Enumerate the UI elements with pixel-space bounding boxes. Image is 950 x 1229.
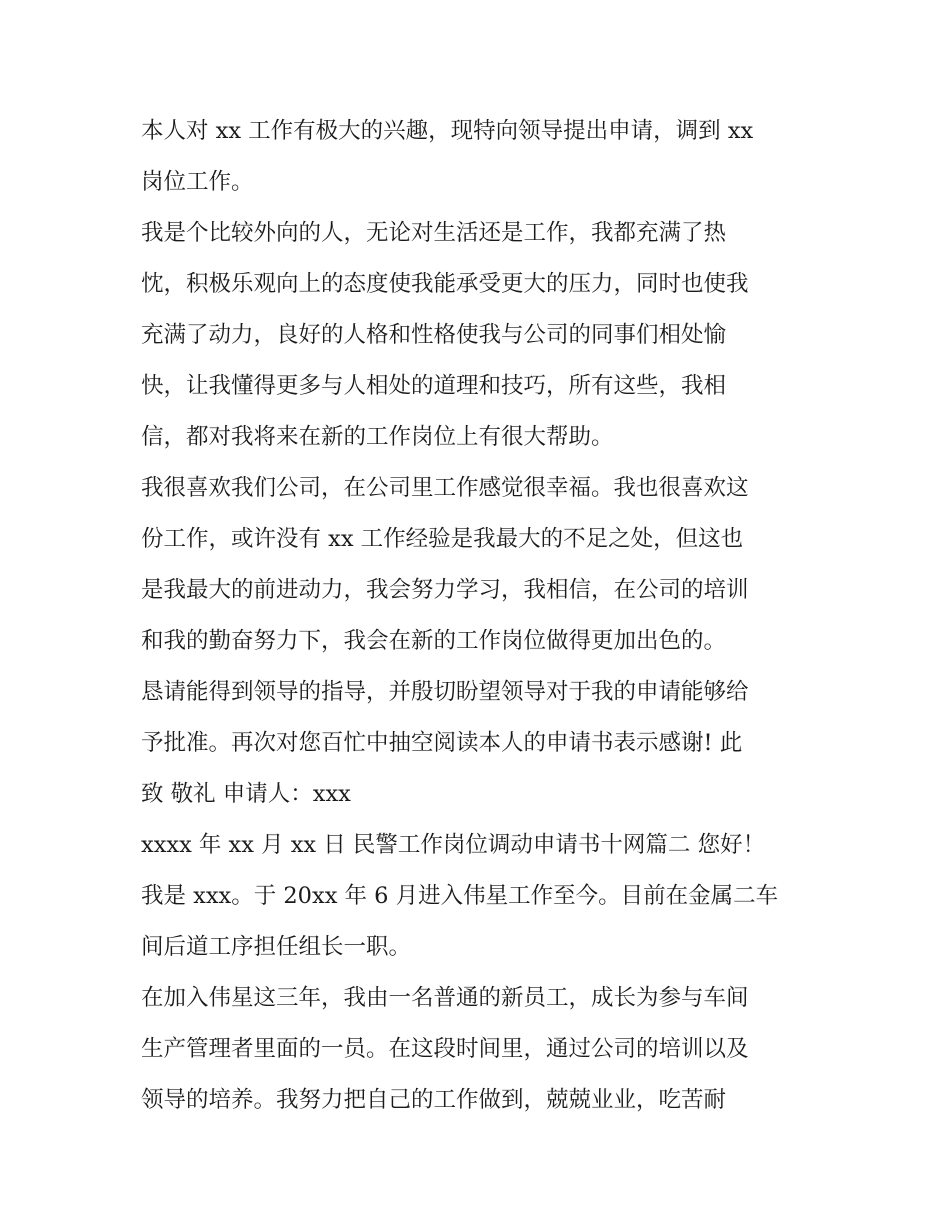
text-line: xxxx 年 xx 月 xx 日 民警工作岗位调动申请书十网篇二 您好！	[141, 832, 766, 858]
text-line: 在加入伟星这三年，我由一名普通的新员工，成长为参与车间	[141, 985, 749, 1011]
text-line: 生产管理者里面的一员。在这段时间里，通过公司的培训以及	[141, 1036, 749, 1062]
text-line: 恳请能得到领导的指导，并殷切盼望领导对于我的申请能够给	[141, 679, 749, 705]
text-line: 和我的勤奋努力下，我会在新的工作岗位做得更加出色的。	[141, 628, 727, 654]
document-body	[141, 106, 821, 1126]
text-line: 快，让我懂得更多与人相处的道理和技巧，所有这些，我相	[141, 373, 727, 399]
text-line: 岗位工作。	[141, 169, 254, 195]
text-line: 领导的培养。我努力把自己的工作做到，兢兢业业，吃苦耐	[141, 1087, 727, 1113]
text-line: 予批准。再次对您百忙中抽空阅读本人的申请书表示感谢! 此	[141, 730, 743, 756]
text-line: 我是个比较外向的人，无论对生活还是工作，我都充满了热	[141, 220, 727, 246]
text-line: 份工作，或许没有 xx 工作经验是我最大的不足之处，但这也	[141, 526, 744, 552]
text-line: 我是 xxx。于 20xx 年 6 月进入伟星工作至今。目前在金属二车	[141, 883, 779, 909]
text-line: 间后道工序担任组长一职。	[141, 934, 412, 960]
text-line: 信，都对我将来在新的工作岗位上有很大帮助。	[141, 424, 614, 450]
text-line: 充满了动力，良好的人格和性格使我与公司的同事们相处愉	[141, 322, 727, 348]
text-line: 是我最大的前进动力，我会努力学习，我相信，在公司的培训	[141, 577, 749, 603]
text-line: 我很喜欢我们公司，在公司里工作感觉很幸福。我也很喜欢这	[141, 475, 749, 501]
text-line: 本人对 xx 工作有极大的兴趣，现特向领导提出申请，调到 xx	[141, 118, 754, 144]
text-line: 忱，积极乐观向上的态度使我能承受更大的压力，同时也使我	[141, 271, 749, 297]
text-line: 致 敬礼 申请人：xxx	[141, 781, 351, 807]
